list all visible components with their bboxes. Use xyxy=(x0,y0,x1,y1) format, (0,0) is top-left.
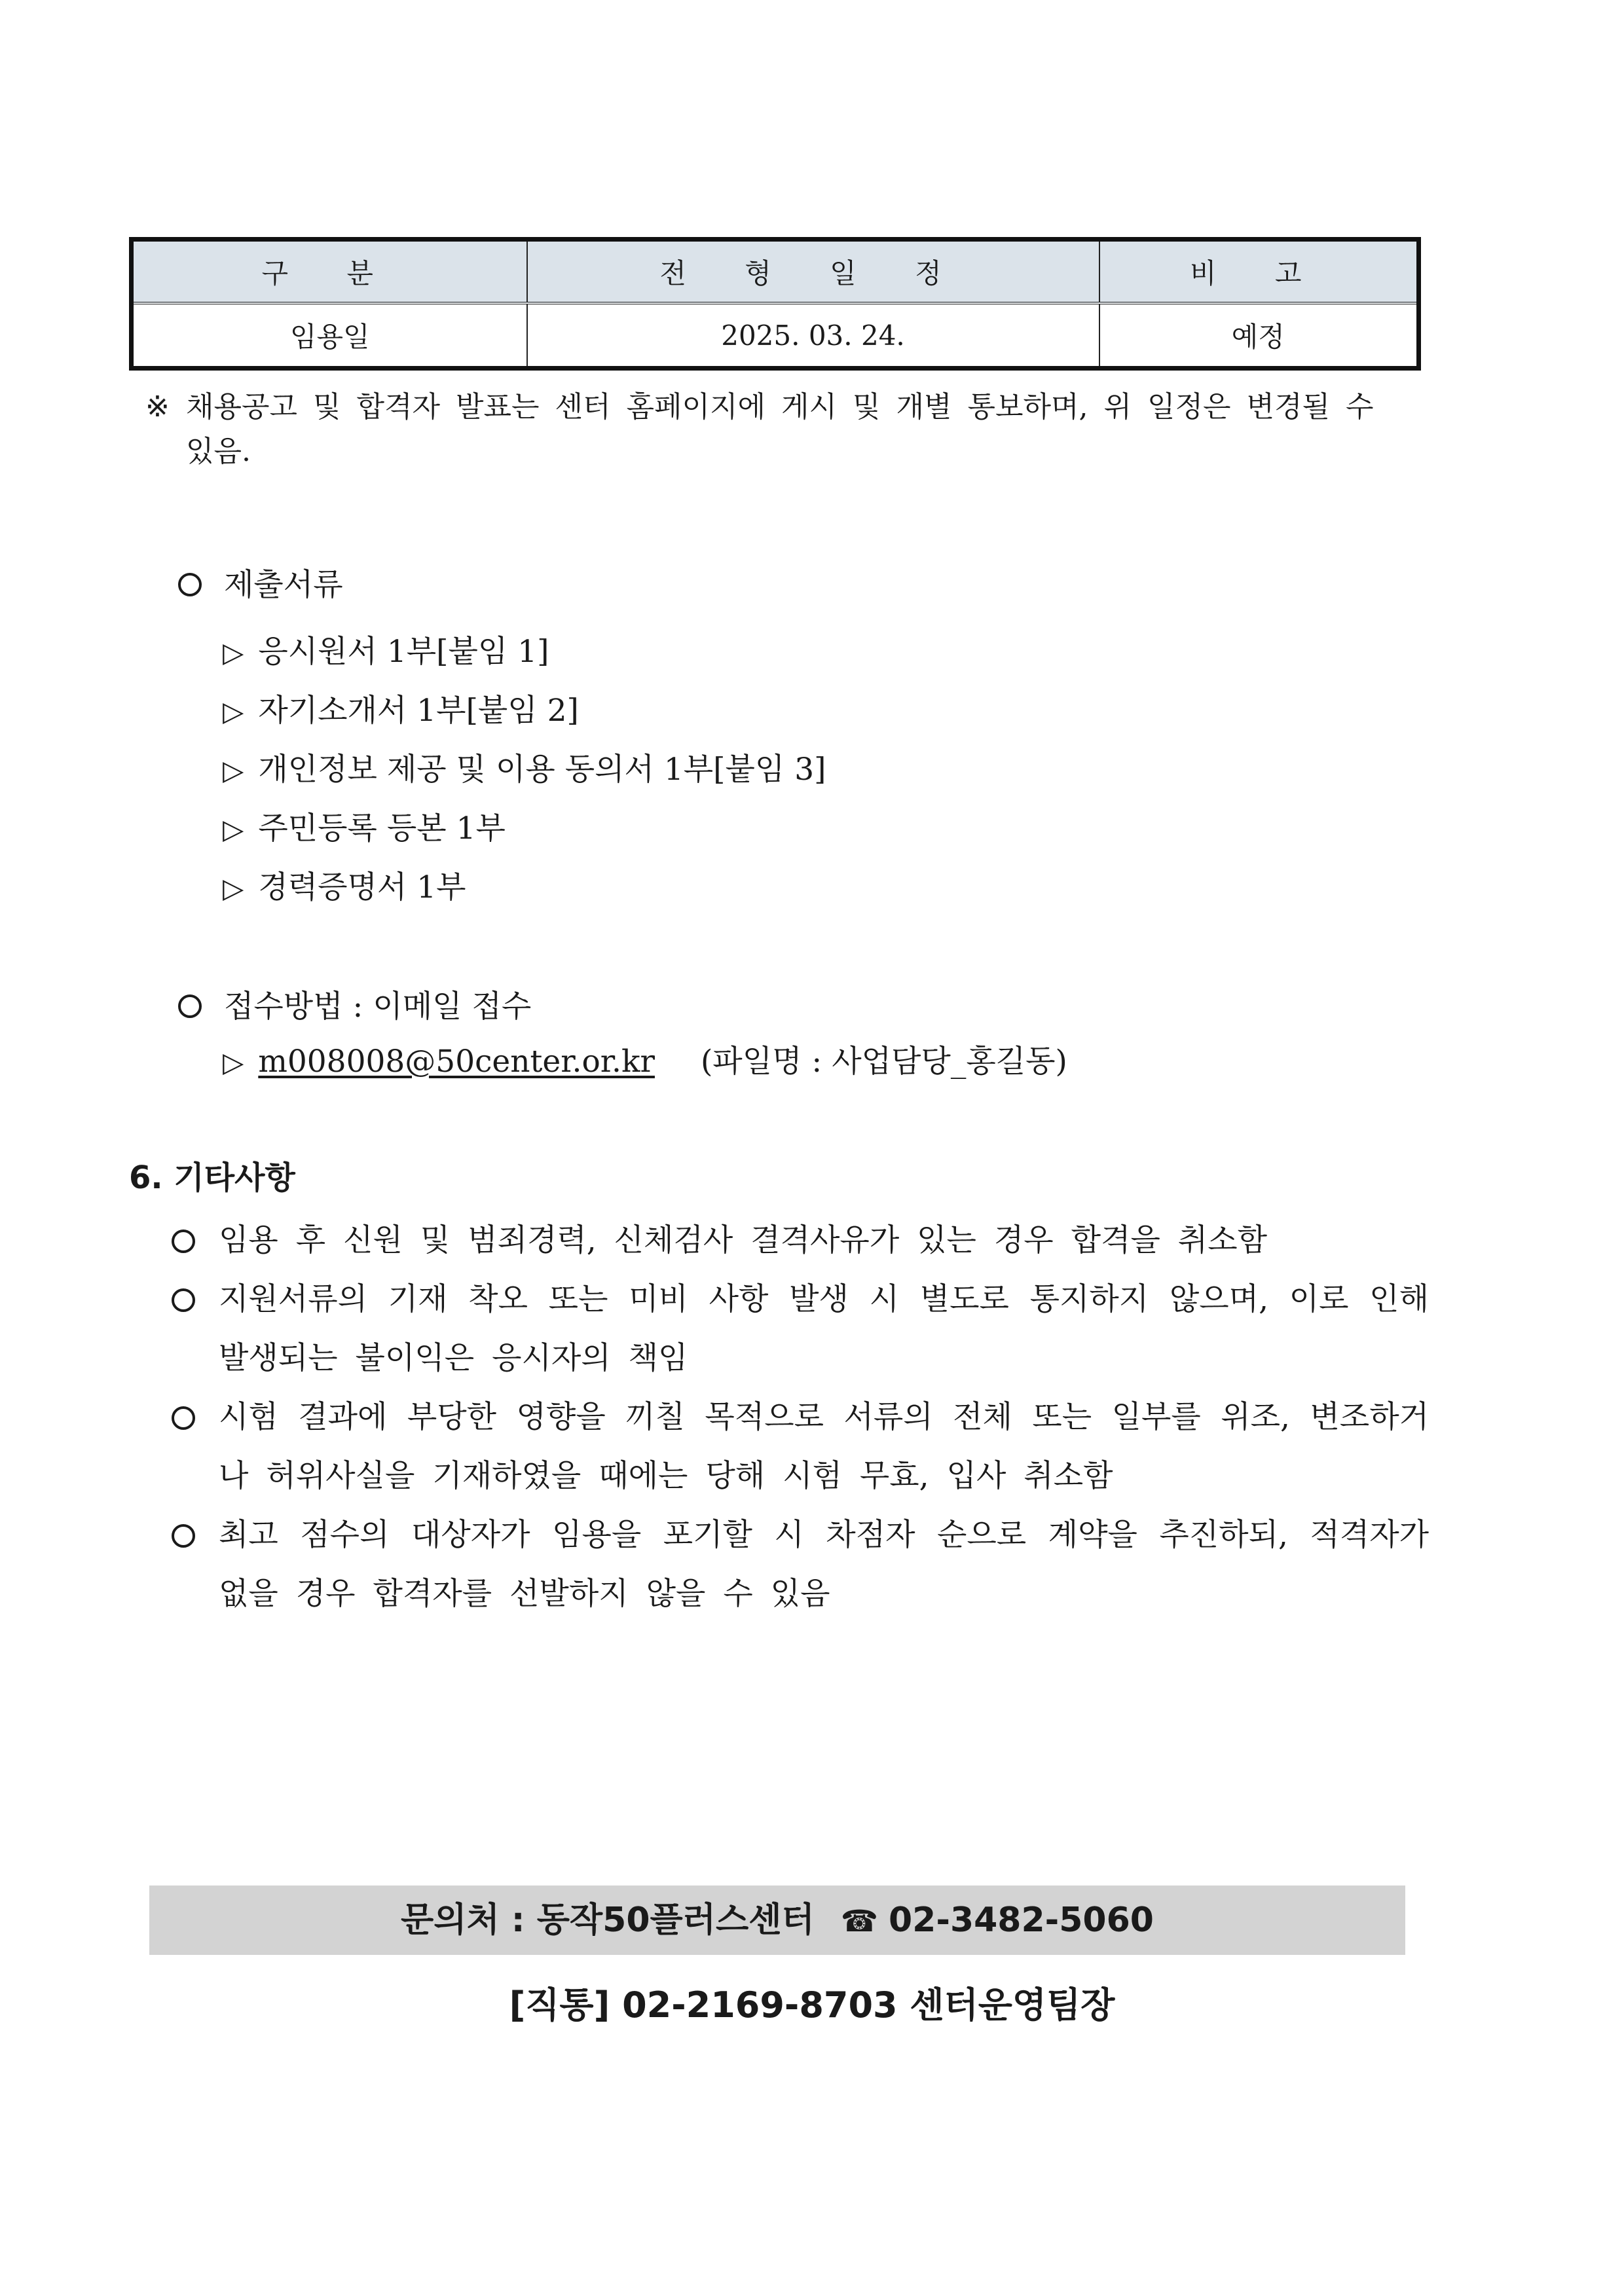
document-item-text: 응시원서 1부[붙임 1] xyxy=(258,634,549,670)
list-item xyxy=(223,745,826,789)
note-text: 채용공고 및 합격자 발표는 센터 홈페이지에 게시 및 개별 통보하며, 위 일정은 변경될 수 있음. xyxy=(186,390,1374,468)
contact-phone: 02-3482-5060 xyxy=(889,1901,1154,1940)
triangle-bullet-icon: ▷ xyxy=(223,1046,244,1078)
contact-info xyxy=(149,1886,1405,1955)
circle-bullet-icon xyxy=(172,1524,195,1548)
triangle-bullet-icon: ▷ xyxy=(223,872,244,904)
section6-heading: 6. 기타사항 xyxy=(129,1159,295,1196)
table-header-row xyxy=(132,240,1419,304)
list-item xyxy=(223,627,549,671)
section6-item-text: 임용 후 신원 및 범죄경력, 신체검사 결격사유가 있는 경우 합격을 취소함 xyxy=(219,1222,1267,1258)
list-item xyxy=(172,1270,1429,1388)
circle-bullet-icon xyxy=(172,1288,195,1312)
header-remarks: 비 고 xyxy=(1099,240,1419,304)
schedule-table xyxy=(129,237,1421,371)
triangle-bullet-icon: ▷ xyxy=(223,813,244,845)
phone-icon: ☎ xyxy=(840,1903,878,1939)
documents-title xyxy=(178,560,343,604)
cell-category: 임용일 xyxy=(132,303,527,369)
triangle-bullet-icon: ▷ xyxy=(223,636,244,668)
cell-date: 2025. 03. 24. xyxy=(527,303,1099,369)
circle-bullet-icon xyxy=(172,1230,195,1253)
list-item xyxy=(223,863,466,907)
header-schedule: 전 형 일 정 xyxy=(527,240,1099,304)
documents-title-text: 제출서류 xyxy=(224,567,343,603)
filename-note: (파일명 : 사업담당_홍길동) xyxy=(700,1044,1067,1080)
document-item-text: 경력증명서 1부 xyxy=(258,869,466,905)
list-item xyxy=(172,1388,1429,1506)
section6-item-text: 시험 결과에 부당한 영향을 끼칠 목적으로 서류의 전체 또는 일부를 위조, 변조하거나 허위사실을 기재하였을 때에는 당해 시험 무효, 입사 취소함 xyxy=(219,1399,1429,1494)
contact-label: 문의처 : 동작50플러스센터 xyxy=(401,1901,815,1940)
cell-remarks: 예정 xyxy=(1099,303,1419,369)
triangle-bullet-icon: ▷ xyxy=(223,695,244,727)
list-item xyxy=(172,1211,1429,1270)
document-item-text: 자기소개서 1부[붙임 2] xyxy=(258,693,579,729)
triangle-bullet-icon: ▷ xyxy=(223,754,244,786)
section6-item-text: 지원서류의 기재 착오 또는 미비 사항 발생 시 별도로 통지하지 않으며, 이로 인해 발생되는 불이익은 응시자의 책임 xyxy=(219,1281,1429,1376)
list-item xyxy=(223,686,579,730)
document-item-text: 주민등록 등본 1부 xyxy=(258,811,506,847)
direct-line: [직통] 02-2169-8703 센터운영팀장 xyxy=(509,1984,1115,2026)
email-link[interactable]: m008008@50center.or.kr xyxy=(258,1044,655,1080)
document-item-text: 개인정보 제공 및 이용 동의서 1부[붙임 3] xyxy=(258,752,826,788)
list-item xyxy=(172,1506,1429,1624)
circle-bullet-icon xyxy=(178,994,202,1018)
header-category: 구 분 xyxy=(132,240,527,304)
section6-item-text: 최고 점수의 대상자가 임용을 포기할 시 차점자 순으로 계약을 추진하되, 적격자가 없을 경우 합격자를 선발하지 않을 수 있음 xyxy=(219,1517,1429,1612)
submission-title-text: 접수방법 : 이메일 접수 xyxy=(224,989,532,1025)
reference-mark: ※ xyxy=(145,390,170,424)
submission-email-line xyxy=(223,1037,1067,1081)
circle-bullet-icon xyxy=(178,573,202,596)
submission-title xyxy=(178,982,531,1026)
schedule-note xyxy=(145,385,1409,474)
table-row xyxy=(132,303,1419,369)
list-item xyxy=(223,804,506,848)
circle-bullet-icon xyxy=(172,1406,195,1430)
